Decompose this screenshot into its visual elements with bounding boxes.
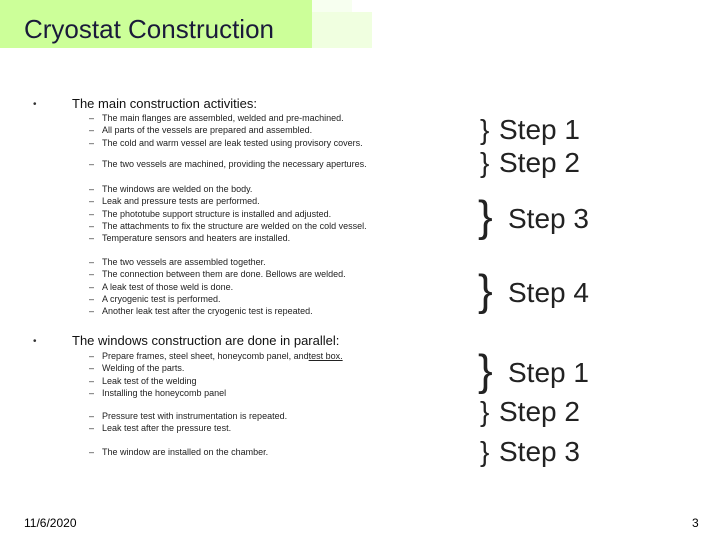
slide-title: Cryostat Construction: [24, 14, 274, 44]
dash: –: [89, 293, 95, 304]
dash: –: [89, 411, 95, 421]
dash: –: [89, 447, 95, 457]
dash: –: [89, 363, 95, 374]
list-item: The attachments to fix the structure are welded on the cold vessel.: [102, 220, 367, 231]
page-number: 3: [692, 516, 699, 530]
underlined-text: test box.: [308, 351, 343, 361]
dash: –: [89, 137, 95, 148]
step-label: Step 3: [499, 436, 580, 467]
list-item: The windows are welded on the body.: [102, 184, 253, 194]
dash: –: [89, 306, 95, 317]
list-item: The main flanges are assembled, welded and pre-machined.: [102, 113, 344, 123]
list-item: The connection between them are done. Bellows are welded.: [102, 269, 346, 280]
list-item: The two vessels are assembled together.: [102, 257, 266, 267]
bullet-main-activities: The main construction activities:: [72, 96, 257, 111]
dash: –: [89, 233, 95, 244]
step-label: Step 2: [499, 147, 580, 178]
list-item: The phototube support structure is installed and adjusted.: [102, 208, 332, 219]
brace: }: [478, 266, 493, 315]
list-item: Leak and pressure tests are performed.: [102, 196, 260, 207]
dash: –: [89, 125, 95, 136]
bullet-marker: •: [33, 336, 37, 347]
list-item: A cryogenic test is performed.: [102, 293, 221, 304]
list-item: Welding of the parts.: [102, 363, 185, 374]
list-item: Another leak test after the cryogenic test is repeated.: [102, 306, 313, 317]
step-label: Step 4: [508, 277, 589, 308]
bullet-windows-construction: The windows construction are done in parallel:: [72, 333, 340, 348]
dash: –: [89, 387, 95, 398]
title-band-fade-top: [312, 0, 352, 12]
list-item: Leak test after the pressure test.: [102, 423, 232, 434]
list-item: All parts of the vessels are prepared and assembled.: [102, 125, 313, 136]
list-item: The window are installed on the chamber.: [102, 447, 269, 457]
step-label: Step 1: [499, 114, 580, 145]
dash: –: [89, 159, 95, 169]
list-item: Leak test of the welding: [102, 375, 197, 386]
brace: }: [480, 436, 490, 467]
list-item: [102, 350, 343, 362]
dash: –: [89, 281, 95, 292]
list-item: Installing the honeycomb panel: [102, 387, 227, 398]
dash: –: [89, 375, 95, 386]
dash: –: [89, 257, 95, 267]
dash: –: [89, 220, 95, 231]
list-item: Temperature sensors and heaters are installed.: [102, 233, 291, 244]
list-item: The two vessels are machined, providing the necessary apertures.: [102, 159, 367, 169]
brace: }: [480, 147, 490, 178]
step-label: Step 2: [499, 396, 580, 427]
bullet-marker: •: [33, 99, 37, 110]
step-label: Step 1: [508, 357, 589, 388]
dash: –: [89, 196, 95, 207]
dash: –: [89, 351, 95, 361]
list-item: Pressure test with instrumentation is repeated.: [102, 411, 288, 421]
brace: }: [480, 396, 490, 427]
dash: –: [89, 184, 95, 194]
footer-date: 11/6/2020: [24, 516, 77, 530]
title-bar: [0, 0, 720, 48]
step-label: Step 3: [508, 203, 589, 234]
brace: }: [478, 192, 493, 241]
dash: –: [89, 113, 95, 123]
title-band-fade: [312, 12, 372, 48]
list-item-text: Prepare frames, steel sheet, honeycomb panel, and: [102, 351, 309, 361]
dash: –: [89, 208, 95, 219]
dash: –: [89, 269, 95, 280]
list-item: The cold and warm vessel are leak tested using provisory covers.: [102, 137, 363, 148]
list-item: A leak test of those weld is done.: [102, 281, 234, 292]
brace: }: [480, 114, 490, 145]
dash: –: [89, 423, 95, 434]
brace: }: [478, 346, 493, 395]
